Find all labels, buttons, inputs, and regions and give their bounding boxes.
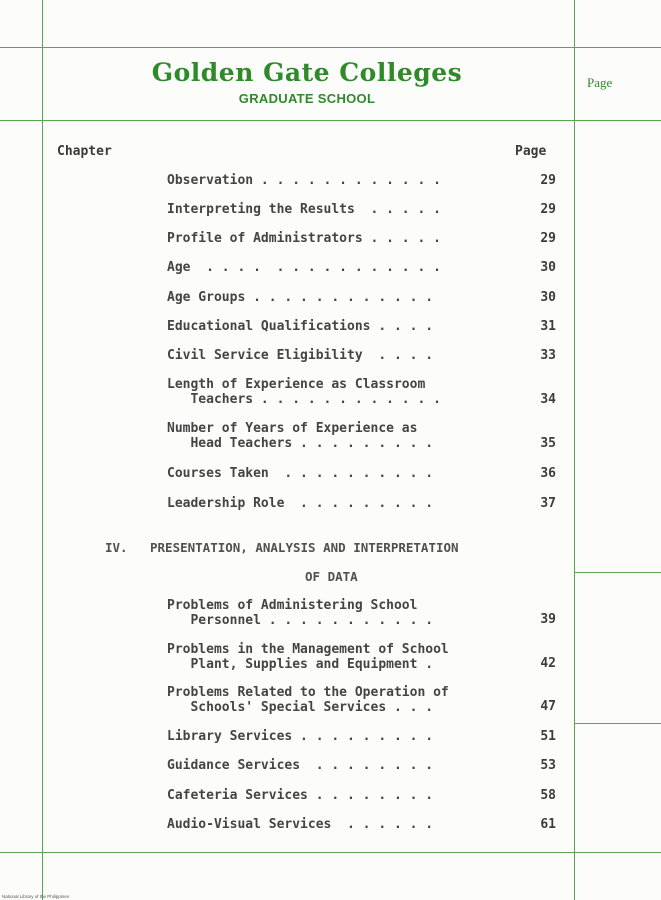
toc-page-number: 36 [540,466,556,481]
toc-page-number: 33 [540,348,556,363]
toc-entry: Problems of Administering School Personnel . . . . . . . . . . . [167,598,434,628]
toc-entry: Length of Experience as Classroom Teachers . . . . . . . . . . . . [167,377,441,407]
toc-entry: Problems Related to the Operation of Schools' Special Services . . . [167,685,449,715]
toc-entry: Number of Years of Experience as Head Teachers . . . . . . . . . [167,421,434,451]
vertical-rule-left [42,0,43,900]
vertical-rule-right [574,0,575,900]
toc-page-number: 34 [540,392,556,407]
toc-entry: Problems in the Management of School Plant, Supplies and Equipment . [167,642,449,672]
toc-entry: Age Groups . . . . . . . . . . . . [167,290,434,305]
toc-page-number: 29 [540,202,556,217]
toc-page-number: 58 [540,788,556,803]
toc-entry: Library Services . . . . . . . . . [167,729,434,744]
toc-entry: Cafeteria Services . . . . . . . . [167,788,434,803]
horizontal-rule-margin-2 [575,723,661,724]
horizontal-rule-bottom [0,852,661,853]
toc-entry: Courses Taken . . . . . . . . . . [167,466,434,481]
toc-page-number: 29 [540,231,556,246]
toc-page-number: 61 [540,817,556,832]
toc-entry: Observation . . . . . . . . . . . . [167,173,441,188]
toc-page-number: 31 [540,319,556,334]
toc-page-number: 51 [540,729,556,744]
college-name: Golden Gate Colleges [151,58,463,87]
chapter-number: IV. [105,540,128,555]
toc-page-number: 42 [540,656,556,671]
toc-entry: Leadership Role . . . . . . . . . [167,496,434,511]
horizontal-rule-margin-1 [575,572,661,573]
toc-entry: Guidance Services . . . . . . . . [167,758,434,773]
toc-page-number: 30 [540,290,556,305]
horizontal-rule-top [0,47,661,48]
page-column-label: Page [515,144,547,159]
toc-page-number: 29 [540,173,556,188]
chapter-title-continued: OF DATA [305,569,358,584]
school-name: GRADUATE SCHOOL [238,91,376,106]
toc-page-number: 53 [540,758,556,773]
chapter-column-label: Chapter [57,144,112,159]
toc-entry: Audio-Visual Services . . . . . . [167,817,434,832]
scan-footer: National Library of the Philippines [2,894,70,899]
toc-page-number: 30 [540,260,556,275]
chapter-title: PRESENTATION, ANALYSIS AND INTERPRETATION [150,540,459,555]
toc-page-number: 35 [540,436,556,451]
toc-page-number: 47 [540,699,556,714]
toc-entry: Civil Service Eligibility . . . . [167,348,434,363]
margin-page-label: Page [587,75,613,90]
toc-page-number: 37 [540,496,556,511]
toc-entry: Profile of Administrators . . . . . [167,231,441,246]
toc-entry: Educational Qualifications . . . . [167,319,434,334]
toc-page-number: 39 [540,612,556,627]
toc-entry: Age . . . . . . . . . . . . . . . [167,260,441,275]
horizontal-rule-header [0,120,661,121]
toc-entry: Interpreting the Results . . . . . [167,202,441,217]
